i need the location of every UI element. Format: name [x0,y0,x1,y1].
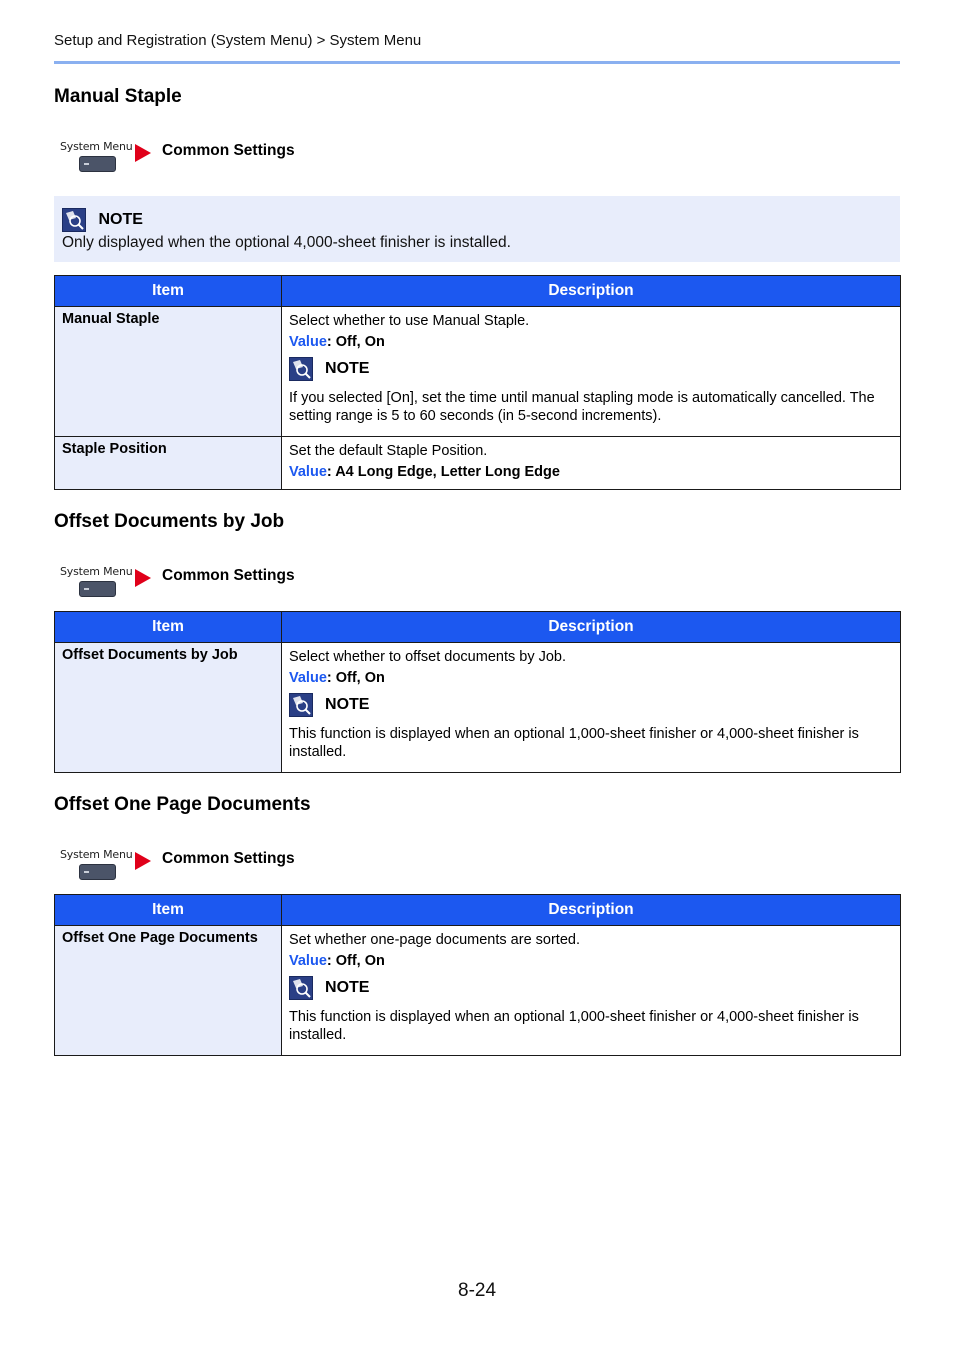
triangle-right-icon [135,144,151,162]
triangle-right-icon [135,569,151,587]
nav-path-manual-staple [58,140,458,180]
cell-note [289,693,893,719]
note-heading: NOTE [98,211,143,228]
note-heading: NOTE [325,360,370,377]
table-row [55,926,901,1056]
note-magnifier-icon [289,976,313,1000]
row-description: Select whether to offset documents by Job. [289,649,567,665]
row-item-label: Manual Staple [55,307,282,437]
value-label: Value [289,334,327,350]
column-header-item: Item [55,895,282,926]
note-box-finisher [54,196,900,262]
value-options: : Off, On [326,670,385,686]
triangle-right-icon [135,852,151,870]
column-header-description: Description [282,895,901,926]
page-number: 8-24 [458,1280,497,1301]
header-rule [54,61,900,64]
system-menu-key-icon [79,156,116,172]
system-menu-key-icon [79,864,116,880]
value-label: Value [289,953,327,969]
nav-path-label: Common Settings [162,142,295,159]
table-header-row [55,612,901,643]
value-label: Value [289,464,327,480]
page-header-breadcrumb: Setup and Registration (System Menu) > System Menu [54,32,422,49]
table-row [55,643,901,773]
value-options: : Off, On [326,953,385,969]
table-header-row [55,276,901,307]
row-description: Select whether to use Manual Staple. [289,313,530,329]
note-magnifier-icon [62,208,86,232]
value-options: : A4 Long Edge, Letter Long Edge [326,464,560,480]
row-description: Set whether one-page documents are sorted. [289,932,580,948]
column-header-item: Item [55,612,282,643]
row-item-label: Offset One Page Documents [55,926,282,1056]
note-text: If you selected [On], set the time until manual stapling mode is automatically cancelled. The setting range is 5 to 60 seconds (in 5-second increments). [289,390,875,424]
table-header-row [55,895,901,926]
section-title-offset-one-page-documents: Offset One Page Documents [54,794,311,815]
row-item-label: Offset Documents by Job [55,643,282,773]
row-value [289,461,893,483]
column-header-description: Description [282,276,901,307]
cell-note [289,357,893,383]
section-title-offset-documents-by-job: Offset Documents by Job [54,511,285,532]
note-heading: NOTE [325,979,370,996]
table-row [55,437,901,490]
row-description-cell [282,643,901,773]
column-header-description: Description [282,612,901,643]
nav-path-offset-documents-by-job [58,565,458,605]
note-text: This function is displayed when an optional 1,000-sheet finisher or 4,000-sheet finisher is installed. [289,1009,859,1043]
table-manual-staple [54,275,901,490]
value-options: : Off, On [326,334,385,350]
nav-path-offset-one-page-documents [58,848,458,888]
note-text: Only displayed when the optional 4,000-sheet finisher is installed. [62,234,511,251]
note-magnifier-icon [289,357,313,381]
note-magnifier-icon [289,693,313,717]
nav-path-label: Common Settings [162,567,295,584]
system-menu-key-label: System Menu [60,848,133,861]
value-label: Value [289,670,327,686]
row-value [289,331,893,353]
row-value [289,667,893,689]
row-description-cell [282,307,901,437]
table-offset-documents-by-job [54,611,901,773]
note-heading: NOTE [325,696,370,713]
system-menu-key-icon [79,581,116,597]
system-menu-key-label: System Menu [60,565,133,578]
row-description-cell [282,926,901,1056]
note-text: This function is displayed when an optional 1,000-sheet finisher or 4,000-sheet finisher is installed. [289,726,859,760]
nav-path-label: Common Settings [162,850,295,867]
table-offset-one-page-documents [54,894,901,1056]
system-menu-key-label: System Menu [60,140,133,153]
row-value [289,950,893,972]
row-description: Set the default Staple Position. [289,443,488,459]
table-row [55,307,901,437]
cell-note [289,976,893,1002]
row-description-cell [282,437,901,490]
row-item-label: Staple Position [55,437,282,490]
section-title-manual-staple: Manual Staple [54,86,182,107]
column-header-item: Item [55,276,282,307]
